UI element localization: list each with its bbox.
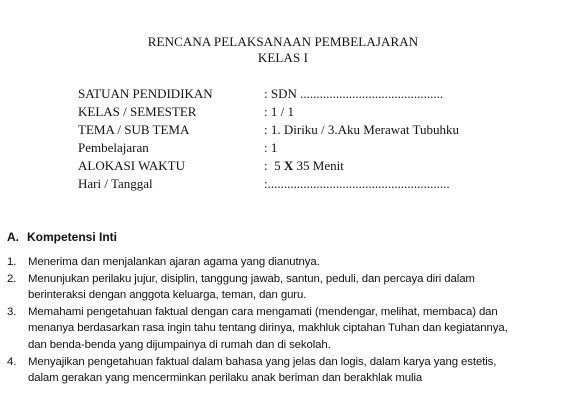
info-row-tema-subtema — [78, 121, 578, 139]
list-item — [7, 304, 587, 354]
section-heading — [7, 229, 117, 245]
info-label: ALOKASI WAKTU — [78, 158, 186, 173]
info-row-alokasi-waktu — [78, 157, 578, 175]
info-label: TEMA / SUB TEMA — [78, 122, 190, 137]
list-item-line: Memahami pengetahuan faktual dengan cara mengamati (mendengar, melihat, membaca) dan — [28, 305, 498, 318]
list-item — [7, 254, 587, 271]
list-item — [7, 354, 587, 387]
list-item-line: dan benda-benda yang dijumpainya di rumah dan di sekolah. — [28, 338, 331, 351]
info-label: KELAS / SEMESTER — [78, 104, 197, 119]
list-item-number: 3. — [7, 305, 17, 318]
list-item-line: Menunjukan perilaku jujur, disiplin, tanggung jawab, santun, peduli, dan percaya diri dalam — [28, 272, 475, 285]
list-item-number: 1. — [7, 256, 17, 268]
document-subtitle: KELAS I — [257, 50, 309, 65]
list-item-number: 2. — [7, 272, 17, 285]
info-value-suffix: 35 Menit — [293, 158, 344, 173]
info-row-hari-tanggal — [78, 175, 578, 193]
info-row-pembelajaran — [78, 139, 578, 157]
info-value: : 1 / 1 — [264, 104, 294, 119]
kompetensi-inti-list — [7, 254, 587, 387]
info-value — [264, 157, 344, 175]
info-row-kelas-semester — [78, 103, 578, 121]
identity-table — [78, 85, 578, 193]
list-item-line: Menyajikan pengetahuan faktual dalam bahasa yang jelas dan logis, dalam karya yang estetis, — [28, 355, 497, 368]
info-label: SATUAN PENDIDIKAN — [78, 86, 213, 101]
section-title: Kompetensi Inti — [27, 230, 118, 244]
list-item-line: berinteraksi dengan anggota keluarga, teman, dan guru. — [28, 289, 307, 302]
info-value-prefix: : 5 — [264, 158, 284, 173]
list-item-line: dalam gerakan yang mencerminkan perilaku anak beriman dan berakhlak mulia — [28, 372, 423, 385]
info-value: : 1. Diriku / 3.Aku Merawat Tubuhku — [264, 122, 459, 137]
info-row-satuan-pendidikan — [78, 85, 578, 103]
info-value: :........................................................ — [264, 176, 450, 191]
info-label: Pembelajaran — [78, 140, 149, 155]
list-item — [7, 271, 587, 304]
list-item-line: menanya berdasarkan rasa ingin tahu tentang dirinya, makhluk ciptahan Tuhan dan kegiatannya, — [28, 322, 508, 335]
list-item-number: 4. — [7, 355, 17, 368]
list-item-line: Menerima dan menjalankan ajaran agama yang dianutnya. — [28, 256, 320, 268]
section-letter: A. — [7, 230, 19, 244]
info-label: Hari / Tanggal — [78, 176, 153, 191]
document-title: RENCANA PELAKSANAAN PEMBELAJARAN — [147, 34, 419, 49]
info-value: : 1 — [264, 140, 278, 155]
info-value-multiplier: X — [283, 158, 294, 173]
info-value: : SDN ............................................ — [264, 86, 444, 101]
